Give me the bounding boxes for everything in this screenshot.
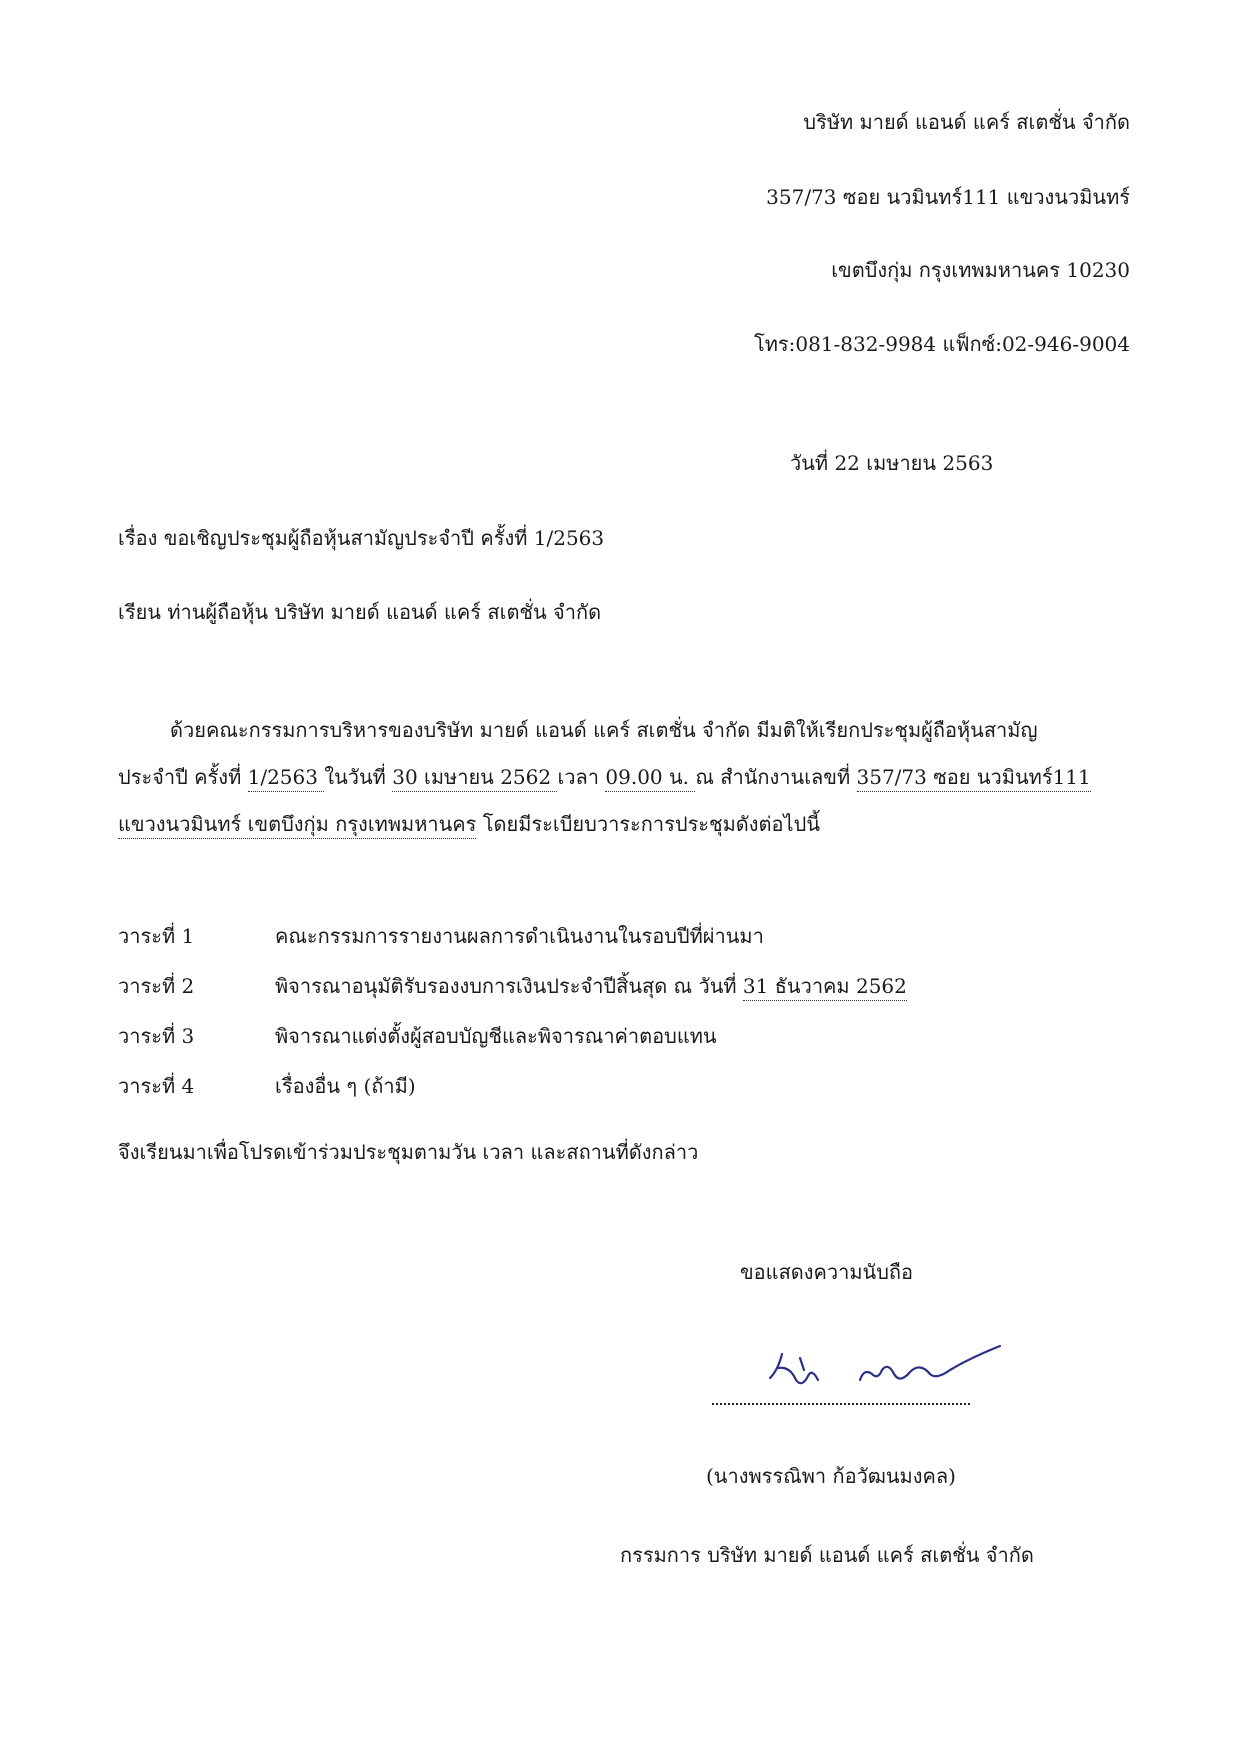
agenda-number: วาระที่ 2 <box>118 974 195 998</box>
agenda-text <box>275 970 907 1002</box>
sender-company: บริษัท มายด์ แอนด์ แคร์ สเตชั่น จำกัด <box>803 110 1130 134</box>
fiscal-year-end-date: 31 ธันวาคม 2562 <box>743 974 907 1001</box>
agenda-text: เรื่องอื่น ๆ (ถ้ามี) <box>275 1074 416 1098</box>
body-line2-on: ในวันที่ <box>324 765 393 789</box>
body-line3-suffix: โดยมีระเบียบวาระการประชุมดังต่อไปนี้ <box>476 812 820 836</box>
signature-line <box>712 1403 970 1405</box>
signatory-name: (นางพรรณิพา ก้อวัฒนมงคล) <box>706 1464 956 1488</box>
agenda-text-prefix: พิจารณาอนุมัติรับรองงบการเงินประจำปีสิ้นสุด ณ วันที่ <box>275 974 743 998</box>
letter-recipient: เรียน ท่านผู้ถือหุ้น บริษัท มายด์ แอนด์ แคร์ สเตชั่น จำกัด <box>118 600 602 624</box>
agenda-number: วาระที่ 3 <box>118 1024 195 1048</box>
agenda-text: พิจารณาแต่งตั้งผู้สอบบัญชีและพิจารณาค่าตอบแทน <box>275 1024 717 1048</box>
handwritten-signature <box>760 1340 1010 1400</box>
agenda-text: คณะกรรมการรายงานผลการดำเนินงานในรอบปีที่ผ่านมา <box>275 924 764 948</box>
meeting-date: 30 เมษายน 2562 <box>392 765 557 792</box>
body-line2-prefix: ประจำปี ครั้งที่ <box>118 765 248 789</box>
body-line-2 <box>118 767 1091 787</box>
body-line2-time-label: เวลา <box>557 765 606 789</box>
letter-date: วันที่ 22 เมษายน 2563 <box>790 451 994 475</box>
closing-sentence: จึงเรียนมาเพื่อโปรดเข้าร่วมประชุมตามวัน เวลา และสถานที่ดังกล่าว <box>118 1140 699 1164</box>
letter-subject: เรื่อง ขอเชิญประชุมผู้ถือหุ้นสามัญประจำปี ครั้งที่ 1/2563 <box>118 526 605 550</box>
sender-address-line1: 357/73 ซอย นวมินทร์111 แขวงนวมินทร์ <box>766 185 1130 209</box>
sender-contact: โทร:081-832-9984 แฟ็กซ์:02-946-9004 <box>753 332 1130 356</box>
meeting-number: 1/2563 <box>248 765 325 792</box>
regards: ขอแสดงความนับถือ <box>740 1260 914 1284</box>
agenda-number: วาระที่ 1 <box>118 924 195 948</box>
meeting-district: แขวงนวมินทร์ เขตบึงกุ่ม กรุงเทพมหานคร <box>118 812 476 839</box>
signatory-title: กรรมการ บริษัท มายด์ แอนด์ แคร์ สเตชั่น จำกัด <box>620 1543 1034 1567</box>
sender-address-line2: เขตบึงกุ่ม กรุงเทพมหานคร 10230 <box>831 258 1130 282</box>
meeting-address: 357/73 ซอย นวมินทร์111 <box>857 765 1091 792</box>
body-line-3 <box>118 814 820 834</box>
body-line-1: ด้วยคณะกรรมการบริหารของบริษัท มายด์ แอนด์ แคร์ สเตชั่น จำกัด มีมติให้เรียกประชุมผู้ถือหุ้นสามัญ <box>170 718 1038 742</box>
body-line2-at: ณ สำนักงานเลขที่ <box>695 765 857 789</box>
agenda-number: วาระที่ 4 <box>118 1074 195 1098</box>
meeting-time: 09.00 น. <box>605 765 695 792</box>
